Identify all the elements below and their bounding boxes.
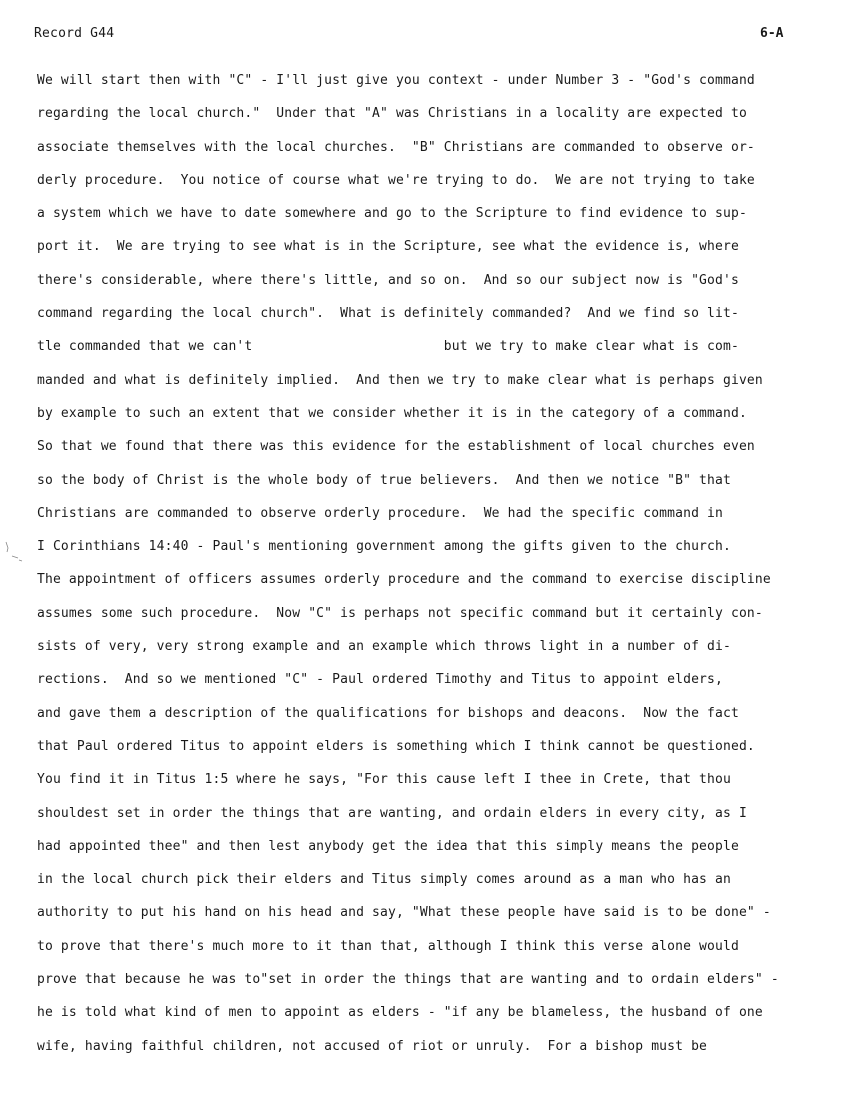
text-line: The appointment of officers assumes orderly procedure and the command to exercise discipline [37,572,771,588]
text-line: by example to such an extent that we consider whether it is in the category of a command. [37,405,747,421]
text-line: We will start then with "C" - I'll just give you context - under Number 3 - "God's command [37,73,755,88]
text-line: had appointed thee" and then lest anybody get the idea that this simply means the people [37,838,739,854]
page-number: 6-A [760,26,784,41]
text-line: derly procedure. You notice of course what we're trying to do. We are not trying to take [37,172,755,188]
text-line: port it. We are trying to see what is in the Scripture, see what the evidence is, where [37,239,739,255]
text-line: that Paul ordered Titus to appoint elders is something which I think cannot be questioned. [37,738,755,754]
text-line: wife, having faithful children, not accused of riot or unruly. For a bishop must be [37,1038,708,1054]
text-line: in the local church pick their elders and Titus simply comes around as a man who has an [37,872,731,888]
text-line: so the body of Christ is the whole body of true believers. And then we notice "B" that [37,472,731,488]
text-line: there's considerable, where there's little, and so on. And so our subject now is "God's [37,272,739,288]
text-line: shouldest set in order the things that are wanting, and ordain elders in every city, as I [37,805,747,821]
text-line: Christians are commanded to observe orderly procedure. We had the specific command in [37,505,723,521]
text-line: regarding the local church." Under that "A" was Christians in a locality are expected to [37,106,747,122]
text-line: manded and what is definitely implied. And then we try to make clear what is perhaps given [37,372,763,388]
text-line: associate themselves with the local churches. "B" Christians are commanded to observe or- [37,139,755,155]
text-line: to prove that there's much more to it than that, although I think this verse alone would [37,938,739,954]
text-line: You find it in Titus 1:5 where he says, "For this cause left I thee in Crete, that thou [37,772,731,788]
body-text [37,70,827,1069]
text-line: authority to put his hand on his head and say, "What these people have said is to be done" - [37,905,771,921]
margin-mark [4,540,24,564]
text-line: command regarding the local church". What is definitely commanded? And we find so lit- [37,306,739,322]
text-line: a system which we have to date somewhere and go to the Scripture to find evidence to sup- [37,206,747,222]
text-line: assumes some such procedure. Now "C" is perhaps not specific command but it certainly con- [37,605,763,621]
text-line: prove that because he was to"set in order the things that are wanting and to ordain elders" - [37,972,779,988]
record-label: Record G44 [34,26,115,41]
text-line: tle commanded that we can't but we try to make clear what is com- [37,339,739,355]
text-line: he is told what kind of men to appoint as elders - "if any be blameless, the husband of one [37,1005,763,1021]
text-line: rections. And so we mentioned "C" - Paul ordered Timothy and Titus to appoint elders, [37,672,723,688]
text-line: and gave them a description of the qualifications for bishops and deacons. Now the fact [37,705,739,721]
text-line: I Corinthians 14:40 - Paul's mentioning government among the gifts given to the church. [37,539,731,555]
text-line: sists of very, very strong example and an example which throws light in a number of di- [37,639,731,655]
text-line: So that we found that there was this evidence for the establishment of local churches even [37,439,755,455]
